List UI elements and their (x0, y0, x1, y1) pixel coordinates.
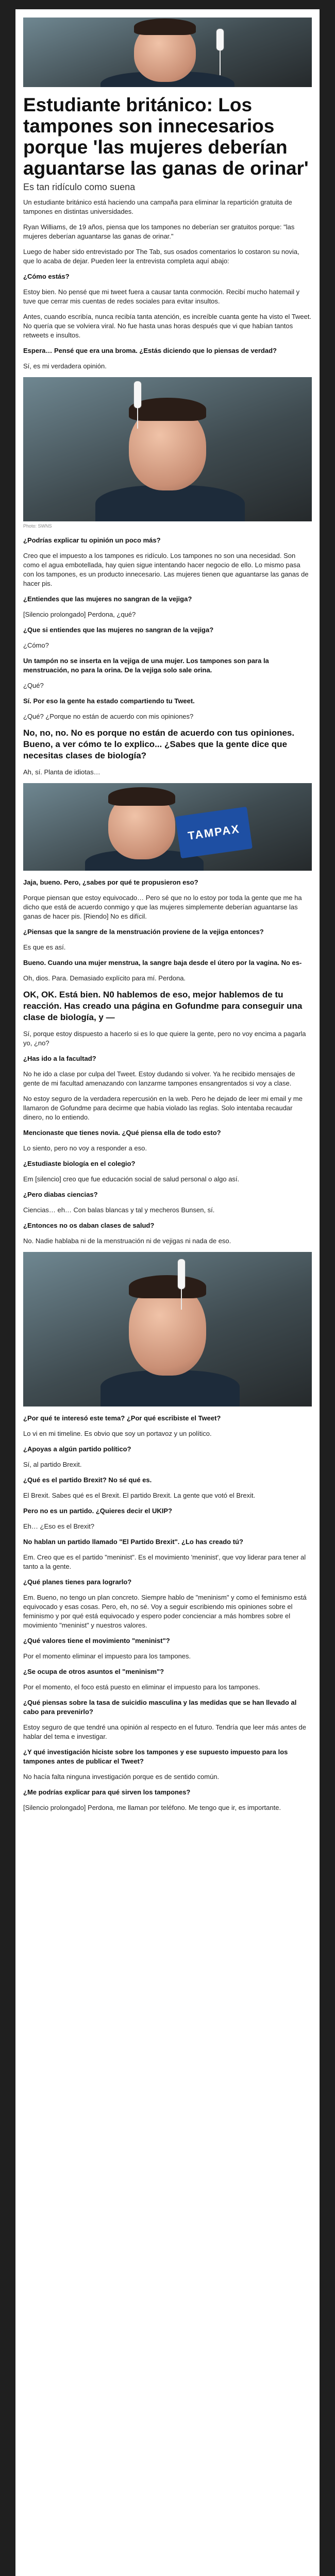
interview_b-paragraph: ¿Entonces no os daban clases de salud? (23, 1222, 155, 1229)
interview_c-paragraph: Lo vi en mi timeline. Es obvio que soy un portavoz y un político. (23, 1430, 212, 1437)
interview_b-paragraph: ¿Piensas que la sangre de la menstruación proviene de la vejiga entonces? (23, 928, 264, 936)
interview_a-paragraph: No, no, no. No es porque no están de acuerdo con tus opiniones. Bueno, a ver cómo te lo explico... ¿Sabes que la gente dice que necesitas clases de biología? (23, 728, 295, 760)
intro-paragraph: Luego de haber sido entrevistado por The Tab, sus osados comentarios lo costaron su novia, que lo acaba de dejar. Pueden leer la entrevista completa aquí abajo: (23, 248, 299, 265)
subtitle: Es tan ridículo como suena (23, 182, 136, 192)
interview_c-paragraph: No hacía falta ninguna investigación porque es de sentido común. (23, 1773, 220, 1781)
interview_b-paragraph: No estoy seguro de la verdadera repercusión en la web. Pero he dejado de leer mi email y me llamaron de Gofundme para decirme que había violado las reglas. Solo intentaba recaudar dinero, no lo entiendo. (23, 1095, 303, 1121)
interview_c-paragraph: ¿Y qué investigación hiciste sobre los tampones y ese supuesto impuesto para los tampones antes de publicar el Tweet? (23, 1748, 288, 1765)
interview_c-paragraph: Sí, al partido Brexit. (23, 1461, 82, 1468)
interview_b-paragraph: No he ido a clase por culpa del Tweet. Estoy dudando si volver. Ya he recibido mensajes de gente de mi facultad amenazando con lanzarme tampones ensangrentados si voy a clase. (23, 1070, 295, 1087)
interview_b-paragraph: No. Nadie hablaba ni de la menstruación ni de vejigas ni nada de eso. (23, 1237, 231, 1245)
interview_c-paragraph: Por el momento, el foco está puesto en eliminar el impuesto para los tampones. (23, 1683, 260, 1691)
interview-part-c (15, 1414, 320, 1812)
interview_c-paragraph: Em. Bueno, no tengo un plan concreto. Siempre hablo de "meninism" y como el feminismo está equivocado y esas cosas. Pero, eh, no sé. Voy a seguir escribiendo mis opiniones sobre el feminismo y por qué está equivocado y espero poder concienciar a más hombres sobre el movimiento "meninist" y nuestros valores. (23, 1594, 307, 1629)
interview_c-paragraph: [Silencio prolongado] Perdona, me llaman por teléfono. Me tengo que ir, es importante. (23, 1804, 281, 1811)
interview_a-paragraph: Un tampón no se inserta en la vejiga de una mujer. Los tampones son para la menstruación, no para la orina. De la vejiga solo sale orina. (23, 657, 269, 674)
photo-tampon-box (23, 783, 312, 871)
intro-paragraph: Ryan Williams, de 19 años, piensa que los tampones no deberían ser gratuitos porque: "las mujeres deberían aguantarse las ganas de orinar." (23, 223, 295, 240)
intro-paragraph: Espera… Pensé que era una broma. ¿Estás diciendo que lo piensas de verdad? (23, 347, 277, 354)
intro-paragraph: Antes, cuando escribía, nunca recibía tanta atención, es increíble cuanta gente ha visto el Tweet. No quería que se volviera viral. No fue hasta unas horas después que vi que habían tantos retweets e insultos. (23, 313, 312, 339)
interview_b-paragraph: OK, OK. Está bien. N0 hablemos de eso, mejor hablemos de tu reacción. Has creado una página en Gofundme para conseguir una clase de biología, y — (23, 990, 303, 1022)
interview-part-a (15, 536, 320, 777)
interview_b-paragraph: Oh, dios. Para. Demasiado explícito para mí. Perdona. (23, 974, 186, 982)
interview_c-paragraph: ¿Qué piensas sobre la tasa de suicidio masculina y las medidas que se han llevado al cabo para prevenirlo? (23, 1699, 297, 1716)
tampon-box: TAMPAX (175, 807, 253, 859)
interview_c-paragraph: ¿Me podrías explicar para qué sirven los tampones? (23, 1788, 191, 1796)
intro-paragraph: Sí, es mi verdadera opinión. (23, 362, 107, 370)
intro-paragraph: ¿Cómo estás? (23, 273, 70, 280)
photo-tampon-1 (23, 18, 312, 87)
headline: Estudiante británico: Los tampones son innecesarios porque 'las mujeres deberían aguantarse las ganas de orinar' (23, 94, 309, 179)
interview_c-paragraph: ¿Qué es el partido Brexit? No sé qué es. (23, 1476, 152, 1484)
interview_c-paragraph: ¿Apoyas a algún partido político? (23, 1445, 131, 1453)
interview_c-paragraph: No hablan un partido llamado "El Partido Brexit". ¿Lo has creado tú? (23, 1538, 243, 1546)
interview_b-paragraph: ¿Estudiaste biología en el colegio? (23, 1160, 136, 1167)
interview_a-paragraph: ¿Podrías explicar tu opinión un poco más? (23, 536, 161, 544)
interview_c-paragraph: ¿Qué valores tiene el movimiento "meninist"? (23, 1637, 170, 1645)
interview_b-paragraph: Es que es así. (23, 943, 66, 951)
interview_a-paragraph: ¿Qué? ¿Porque no están de acuerdo con mis opiniones? (23, 713, 194, 720)
interview_c-paragraph: ¿Por qué te interesó este tema? ¿Por qué escribiste el Tweet? (23, 1414, 221, 1422)
interview_c-paragraph: ¿Se ocupa de otros asuntos el "meninism"? (23, 1668, 164, 1675)
intro-paragraph: Estoy bien. No pensé que mi tweet fuera a causar tanta conmoción. Recibí mucho hatemail y tuve que cerrar mis cuentas de redes sociales para evitar insultos. (23, 288, 300, 305)
interview_b-paragraph: ¿Pero diabas ciencias? (23, 1191, 98, 1198)
interview_c-paragraph: ¿Qué planes tienes para lograrlo? (23, 1578, 132, 1586)
interview_a-paragraph: [Silencio prolongado] Perdona, ¿qué? (23, 611, 136, 618)
interview_b-paragraph: Sí, porque estoy dispuesto a hacerlo si es lo que quiere la gente, pero no voy encima a pagarla yo, ¿no? (23, 1030, 306, 1047)
interview_c-paragraph: Em. Creo que es el partido "meninist". Es el movimiento 'meninist', que voy liderar para tener al tanto a la gente. (23, 1553, 306, 1570)
interview_b-paragraph: Em [silencio] creo que fue educación social de salud personal o algo así. (23, 1175, 240, 1183)
article-card (15, 9, 320, 2576)
interview_c-paragraph: El Brexit. Sabes qué es el Brexit. El partido Brexit. La gente que votó el Brexit. (23, 1492, 256, 1499)
interview_c-paragraph: Pero no es un partido. ¿Quieres decir el UKIP? (23, 1507, 172, 1515)
interview_c-paragraph: Estoy seguro de que tendré una opinión al respecto en el futuro. Tendría que leer más antes de hablar del tema e investigar. (23, 1723, 307, 1740)
interview-part-b (15, 878, 320, 1246)
interview_b-paragraph: Bueno. Cuando una mujer menstrua, la sangre baja desde el útero por la vagina. No es- (23, 959, 302, 967)
photo-tampon-3 (23, 1252, 312, 1406)
interview_a-paragraph: ¿Entiendes que las mujeres no sangran de la vejiga? (23, 595, 192, 603)
photo-tampon-2 (23, 377, 312, 521)
intro-paragraphs (15, 198, 320, 371)
intro-paragraph: Un estudiante británico está haciendo una campaña para eliminar la repartición gratuita de tampones en distintas universidades. (23, 198, 292, 215)
interview_a-paragraph: Ah, sí. Planta de idiotas… (23, 768, 100, 776)
interview_a-paragraph: Sí. Por eso la gente ha estado compartiendo tu Tweet. (23, 697, 195, 705)
interview_a-paragraph: ¿Cómo? (23, 641, 49, 649)
interview_c-paragraph: Por el momento eliminar el impuesto para los tampones. (23, 1652, 191, 1660)
interview_b-paragraph: Jaja, bueno. Pero, ¿sabes por qué te propusieron eso? (23, 878, 198, 886)
photo-credit: Photo: SWNS (23, 523, 52, 529)
interview_b-paragraph: Porque piensan que estoy equivocado… Pero sé que no lo estoy por toda la gente que me ha dicho que está de acuerdo conmigo y que las mujeres simplemente deberían aguantarse las ganas de hacer pis. [Riendo] No es difícil. (23, 894, 302, 920)
interview_b-paragraph: ¿Has ido a la facultad? (23, 1055, 96, 1062)
interview_a-paragraph: ¿Qué? (23, 682, 44, 689)
interview_c-paragraph: Eh… ¿Eso es el Brexit? (23, 1522, 94, 1530)
interview_b-paragraph: Ciencias… eh… Con balas blancas y tal y mecheros Bunsen, sí. (23, 1206, 215, 1214)
interview_a-paragraph: Creo que el impuesto a los tampones es ridículo. Los tampones no son una necesidad. Son como el agua embotellada, hay quien sigue intentando hacer negocio de ello. Lo mismo pasa con los tampones, es un producto innecesario. Las mujeres tienen que aguantarse las ganas de hacer pis. (23, 552, 309, 587)
interview_a-paragraph: ¿Que si entiendes que las mujeres no sangran de la vejiga? (23, 626, 214, 634)
interview_b-paragraph: Mencionaste que tienes novia. ¿Qué piensa ella de todo esto? (23, 1129, 221, 1137)
interview_b-paragraph: Lo siento, pero no voy a responder a eso. (23, 1144, 147, 1152)
